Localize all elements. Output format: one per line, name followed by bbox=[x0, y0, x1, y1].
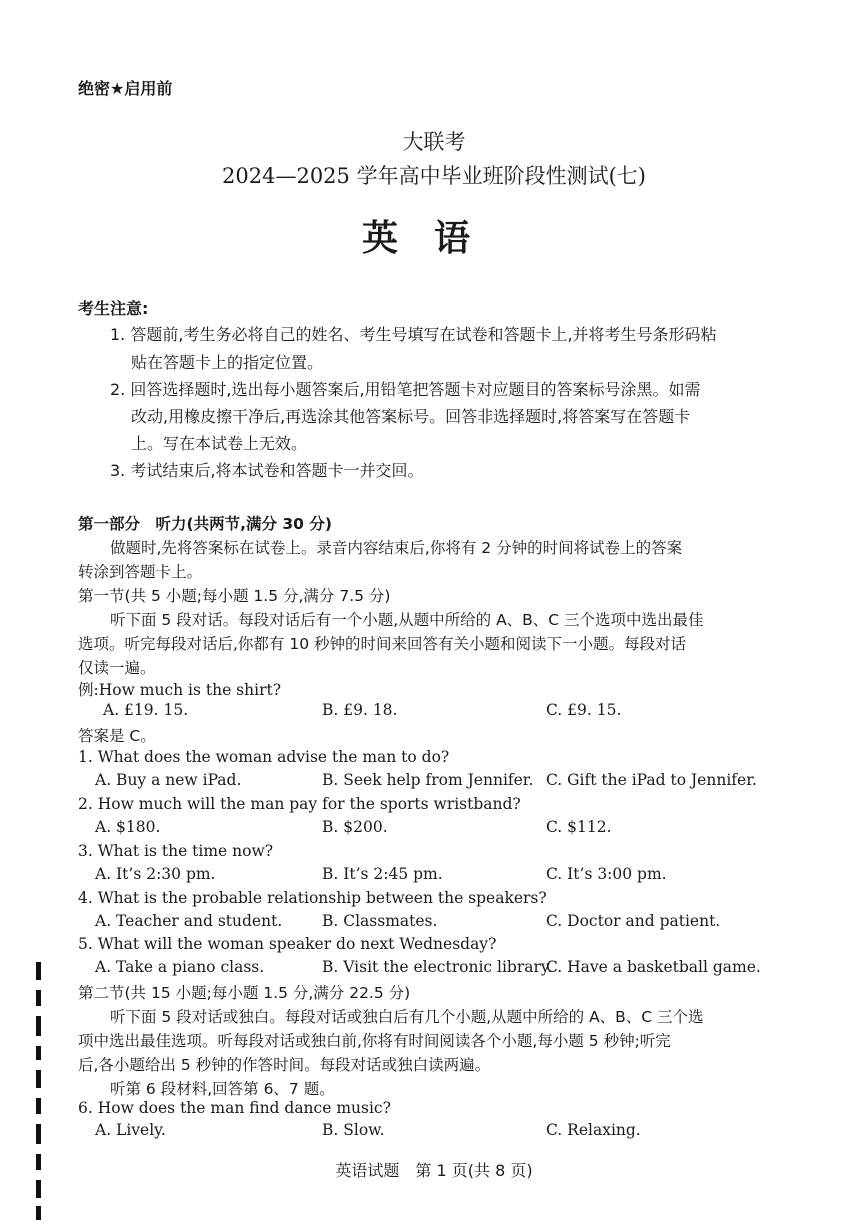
binding-mark bbox=[36, 1098, 41, 1114]
question-5: 5. What will the woman speaker do next Wednesday? bbox=[78, 935, 497, 953]
notice-title: 考生注意: bbox=[78, 299, 149, 318]
question-3-option-b: B. It’s 2:45 pm. bbox=[322, 865, 443, 883]
question-1-option-a: A. Buy a new iPad. bbox=[95, 771, 242, 789]
section1-intro-3: 仅读一遍。 bbox=[78, 659, 156, 677]
binding-mark bbox=[36, 1016, 41, 1036]
question-5-option-c: C. Have a basketball game. bbox=[546, 958, 761, 976]
question-6: 6. How does the man find dance music? bbox=[78, 1099, 391, 1117]
question-6-option-b: B. Slow. bbox=[322, 1121, 385, 1139]
page-footer: 英语试题 第 1 页(共 8 页) bbox=[335, 1161, 533, 1180]
question-1: 1. What does the woman advise the man to do? bbox=[78, 748, 450, 766]
question-2: 2. How much will the man pay for the sports wristband? bbox=[78, 795, 521, 813]
binding-mark bbox=[36, 1206, 41, 1220]
section1-intro-2: 选项。听完每段对话后,你都有 10 秒钟的时间来回答有关小题和阅读下一小题。每段对话 bbox=[78, 635, 687, 653]
question-5-option-b: B. Visit the electronic library. bbox=[322, 958, 553, 976]
organizer-title: 大联考 bbox=[402, 130, 466, 154]
question-6-option-a: A. Lively. bbox=[95, 1121, 166, 1139]
question-2-option-c: C. $112. bbox=[546, 818, 612, 836]
question-2-option-a: A. $180. bbox=[95, 818, 161, 836]
question-2-option-b: B. $200. bbox=[322, 818, 388, 836]
section1-title: 第一节(共 5 小题;每小题 1.5 分,满分 7.5 分) bbox=[78, 587, 391, 605]
question-3-option-a: A. It’s 2:30 pm. bbox=[95, 865, 216, 883]
section2-intro-2: 项中选出最佳选项。听每段对话或独白前,你将有时间阅读各个小题,每小题 5 秒钟;听完 bbox=[78, 1032, 671, 1050]
binding-mark bbox=[36, 1070, 41, 1088]
question-3-option-c: C. It’s 3:00 pm. bbox=[546, 865, 667, 883]
example-answer: 答案是 C。 bbox=[78, 727, 156, 745]
subject-title: 英语 bbox=[361, 218, 506, 259]
notice-line-6: 3. 考试结束后,将本试卷和答题卡一并交回。 bbox=[110, 461, 424, 480]
notice-line-2: 贴在答题卡上的指定位置。 bbox=[131, 353, 324, 372]
part1-title: 第一部分 听力(共两节,满分 30 分) bbox=[78, 515, 332, 533]
example-question: 例:How much is the shirt? bbox=[78, 681, 282, 699]
binding-mark bbox=[36, 1124, 41, 1144]
question-4: 4. What is the probable relationship between the speakers? bbox=[78, 889, 547, 907]
section2-title: 第二节(共 15 小题;每小题 1.5 分,满分 22.5 分) bbox=[78, 984, 411, 1002]
question-1-option-b: B. Seek help from Jennifer. bbox=[322, 771, 534, 789]
notice-line-3: 2. 回答选择题时,选出每小题答案后,用铅笔把答题卡对应题目的答案标号涂黑。如需 bbox=[110, 380, 701, 399]
example-option-c: C. £9. 15. bbox=[546, 701, 622, 719]
notice-line-5: 上。写在本试卷上无效。 bbox=[131, 434, 308, 453]
binding-mark bbox=[36, 962, 41, 980]
binding-mark bbox=[36, 1180, 41, 1198]
example-option-a: A. £19. 15. bbox=[103, 701, 189, 719]
binding-mark bbox=[36, 990, 41, 1006]
question-5-option-a: A. Take a piano class. bbox=[95, 958, 265, 976]
part1-intro-2: 转涂到答题卡上。 bbox=[78, 563, 203, 581]
example-option-b: B. £9. 18. bbox=[322, 701, 398, 719]
exam-title: 2024—2025 学年高中毕业班阶段性测试(七) bbox=[222, 164, 646, 188]
question-6-option-c: C. Relaxing. bbox=[546, 1121, 641, 1139]
section2-material: 听第 6 段材料,回答第 6、7 题。 bbox=[110, 1080, 335, 1098]
question-3: 3. What is the time now? bbox=[78, 842, 274, 860]
question-4-option-c: C. Doctor and patient. bbox=[546, 912, 721, 930]
question-1-option-c: C. Gift the iPad to Jennifer. bbox=[546, 771, 757, 789]
binding-mark bbox=[36, 1154, 41, 1170]
notice-line-1: 1. 答题前,考生务必将自己的姓名、考生号填写在试卷和答题卡上,并将考生号条形码粘 bbox=[110, 325, 717, 344]
question-4-option-b: B. Classmates. bbox=[322, 912, 438, 930]
binding-mark bbox=[36, 1046, 41, 1060]
section2-intro-3: 后,各小题给出 5 秒钟的作答时间。每段对话或独白读两遍。 bbox=[78, 1056, 491, 1074]
section2-intro-1: 听下面 5 段对话或独白。每段对话或独白后有几个小题,从题中所给的 A、B、C 三个选 bbox=[110, 1008, 704, 1026]
notice-line-4: 改动,用橡皮擦干净后,再选涂其他答案标号。回答非选择题时,将答案写在答题卡 bbox=[131, 407, 691, 426]
part1-intro-1: 做题时,先将答案标在试卷上。录音内容结束后,你将有 2 分钟的时间将试卷上的答案 bbox=[110, 539, 683, 557]
confidential-mark: 绝密★启用前 bbox=[78, 79, 173, 98]
question-4-option-a: A. Teacher and student. bbox=[95, 912, 283, 930]
section1-intro-1: 听下面 5 段对话。每段对话后有一个小题,从题中所给的 A、B、C 三个选项中选出最佳 bbox=[110, 611, 704, 629]
